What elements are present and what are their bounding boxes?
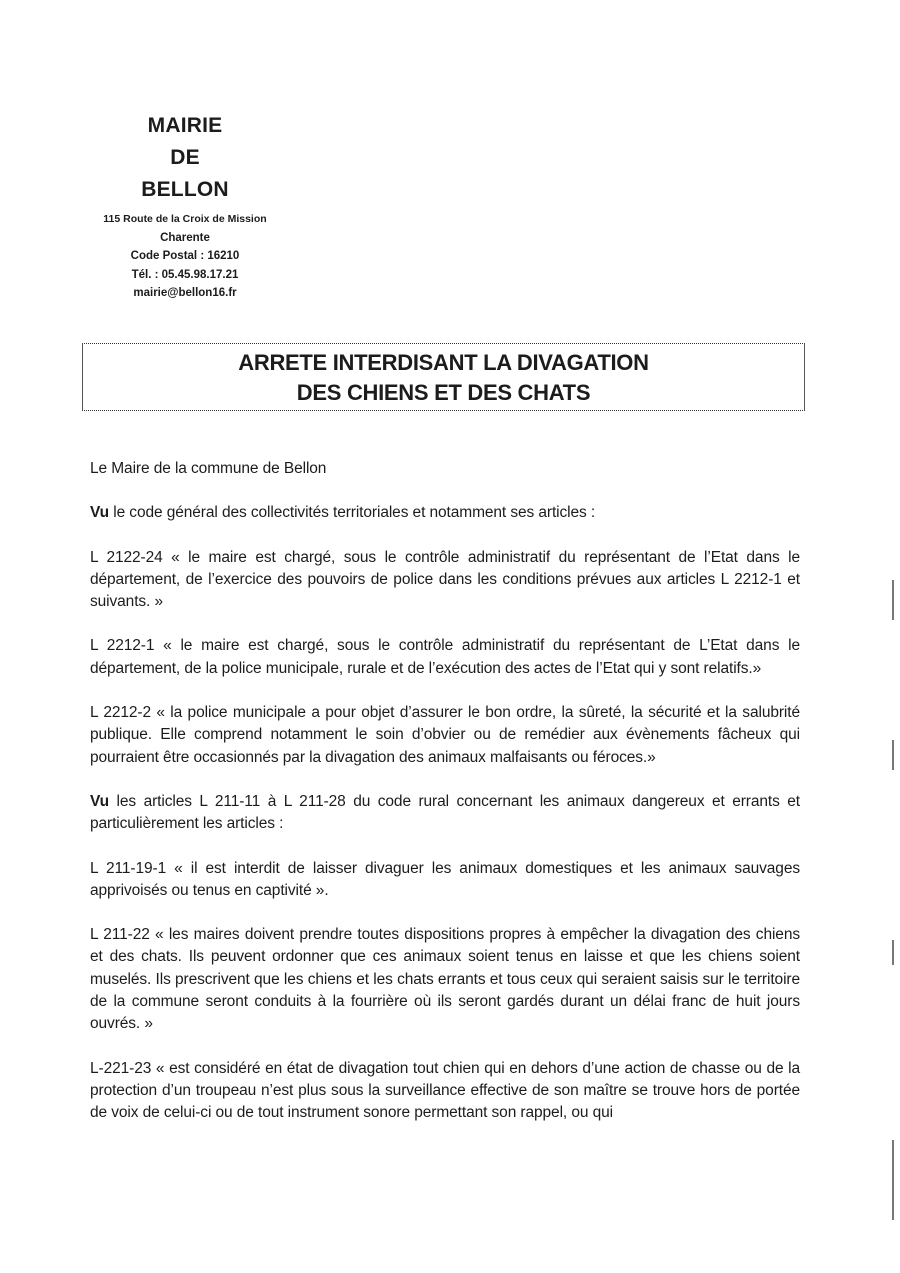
title-line-1: ARRETE INTERDISANT LA DIVAGATION [238, 350, 649, 375]
scan-mark [892, 1140, 894, 1220]
article-l2212-2: L 2212-2 « la police municipale a pour objet d’assurer le bon ordre, la sûreté, la sécurité et la salubrité publique. Elle comprend notamment le soin d’obvier ou de remédier aux évènements fâcheux qui pourraient être occasionnés par la divagation des animaux malfaisants ou féroces.» [90, 704, 800, 766]
letterhead-region: Charente [160, 231, 210, 244]
letterhead-town: BELLON [141, 178, 229, 201]
vu-code-general-paragraph [90, 502, 800, 524]
letterhead-email: mairie@bellon16.fr [133, 287, 237, 299]
letterhead-mairie: MAIRIE [147, 114, 223, 137]
intro-paragraph: Le Maire de la commune de Bellon [90, 460, 327, 477]
scan-mark [892, 580, 894, 620]
scan-mark [892, 940, 894, 965]
letterhead [80, 110, 290, 303]
vu-label: Vu [90, 792, 110, 810]
letterhead-postal-code: Code Postal : 16210 [130, 250, 240, 262]
scan-mark [892, 740, 894, 770]
article-l211-22: L 211-22 « les maires doivent prendre toutes dispositions propres à empêcher la divagation des chiens et des chats. Ils peuvent ordonner que ces animaux soient tenus en laisse et que les chiens soient muselés. Ils prescrivent que les chiens et les chats errants et tous ceux qui seraient saisis sur le territoire de la commune seront conduits à la fourrière où ils seront gardés durant un délai franc de huit jours ouvrés. » [90, 926, 800, 1033]
article-l211-19-1: L 211-19-1 « il est interdit de laisser divaguer les animaux domestiques et les animaux sauvages apprivoisés ou tenus en captivité ». [90, 859, 800, 899]
article-l2122-24: L 2122-24 « le maire est chargé, sous le contrôle administratif du représentant de l’Etat dans le département, de l’exercice des pouvoirs de police dans les conditions prévues aux articles L 2212-1 et suivants. » [90, 548, 800, 611]
article-l2212-1: L 2212-1 « le maire est chargé, sous le contrôle administratif du représentant de L’Etat dans le département, de la police municipale, rurale et de l’exécution des actes de l’Etat qui y sont relatifs.» [90, 637, 800, 677]
letterhead-de: DE [170, 146, 200, 169]
title-box [82, 343, 805, 411]
vu-text: les articles L 211-11 à L 211-28 du code rural concernant les animaux dangereux et errants et particulièrement les articles : [90, 792, 800, 833]
vu-code-rural-paragraph [90, 791, 800, 836]
title-line-2: DES CHIENS ET DES CHATS [296, 380, 591, 405]
scan-edge-marks [890, 580, 896, 1270]
vu-label: Vu [90, 504, 110, 522]
article-l221-23: L-221-23 « est considéré en état de divagation tout chien qui en dehors d’une action de chasse ou de la protection d’un troupeau n’est plus sous la surveillance effective de son maître se trouve hors de portée de voix de celui-ci ou de tout instrument sonore permettant son rappel, ou qui [90, 1059, 800, 1122]
letterhead-phone: Tél. : 05.45.98.17.21 [131, 268, 239, 281]
vu-text: le code général des collectivités territoriales et notamment ses articles : [109, 504, 596, 522]
document-body [90, 458, 800, 1147]
letterhead-address: 115 Route de la Croix de Mission [103, 213, 267, 225]
